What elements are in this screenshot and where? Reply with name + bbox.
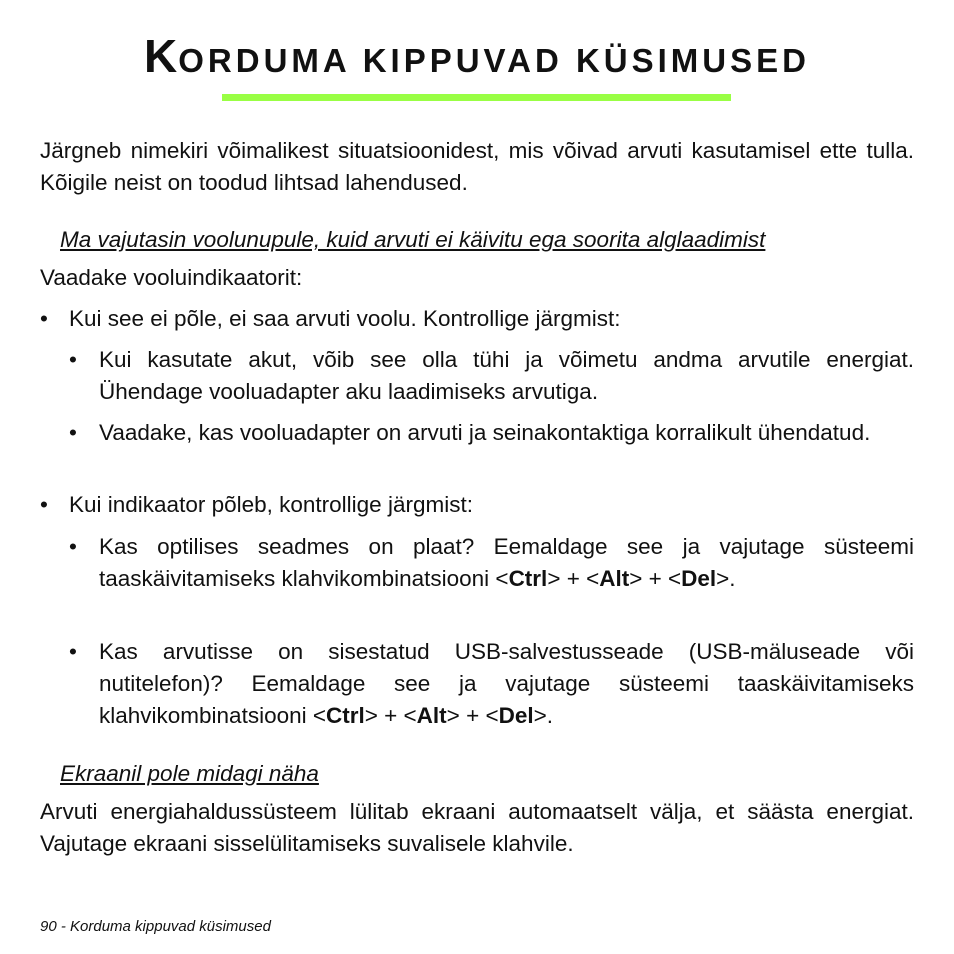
list-item-text: Kas arvutisse on sisestatud USB-salvestusseade (USB-mäluseade või nutitelefon)? Eemaldage see ja vajutage süsteemi taaskäivitamiseks klahvikombinatsiooni <Ctrl> + <Alt> + <Del>. [99, 639, 914, 728]
page-footer: 90 - Korduma kippuvad küsimused [40, 918, 271, 935]
list-item [69, 417, 914, 449]
key-del: Del [681, 566, 717, 591]
bullet-icon: • [69, 420, 77, 445]
bullet-icon: • [69, 534, 77, 559]
list-item-text: Kas optilises seadmes on plaat? Eemaldage see ja vajutage süsteemi taaskäivitamiseks klahvikombinatsiooni <Ctrl> + <Alt> + <Del>. [99, 534, 914, 591]
bullet-icon: • [40, 492, 48, 517]
bullet-icon: • [69, 347, 77, 372]
page-title-rest: ORDUMA KIPPUVAD KÜSIMUSED [178, 42, 810, 79]
intro-paragraph: Järgneb nimekiri võimalikest situatsioonidest, mis võivad arvuti kasutamisel ette tulla. Kõigile neist on toodud lihtsad lahendused. [40, 138, 914, 195]
list-item [69, 344, 914, 408]
list-item [40, 303, 914, 335]
key-ctrl: Ctrl [508, 566, 548, 591]
key-alt: Alt [599, 566, 630, 591]
key-ctrl: Ctrl [326, 703, 365, 728]
section-heading-power: Ma vajutasin voolunupule, kuid arvuti ei käivitu ega soorita alglaadimist [60, 227, 766, 252]
bullet-icon: • [69, 639, 77, 664]
list-item [40, 489, 914, 521]
bullet-icon: • [40, 306, 48, 331]
page-title [0, 30, 954, 87]
list-item-text: Kui kasutate akut, võib see olla tühi ja võimetu andma arvutile energiat. Ühendage vooluadapter aku laadimiseks arvutiga. [99, 347, 914, 404]
title-underline-rule [222, 94, 731, 101]
list-item [69, 636, 914, 732]
list-item-text: Vaadake, kas vooluadapter on arvuti ja seinakontaktiga korralikult ühendatud. [99, 420, 871, 445]
key-del: Del [498, 703, 534, 728]
key-alt: Alt [416, 703, 447, 728]
list-item-text: Kui indikaator põleb, kontrollige järgmist: [69, 492, 473, 517]
section-heading-screen: Ekraanil pole midagi näha [60, 761, 319, 786]
list-item-text: Kui see ei põle, ei saa arvuti voolu. Kontrollige järgmist: [69, 306, 621, 331]
power-lead-text: Vaadake vooluindikaatorit: [40, 265, 303, 290]
list-item [69, 531, 914, 595]
screen-paragraph: Arvuti energiahaldussüsteem lülitab ekraani automaatselt välja, et säästa energiat. Vajutage ekraani sisselülitamiseks suvalisele klahvile. [40, 799, 914, 856]
page-title-initial: K [144, 30, 179, 82]
